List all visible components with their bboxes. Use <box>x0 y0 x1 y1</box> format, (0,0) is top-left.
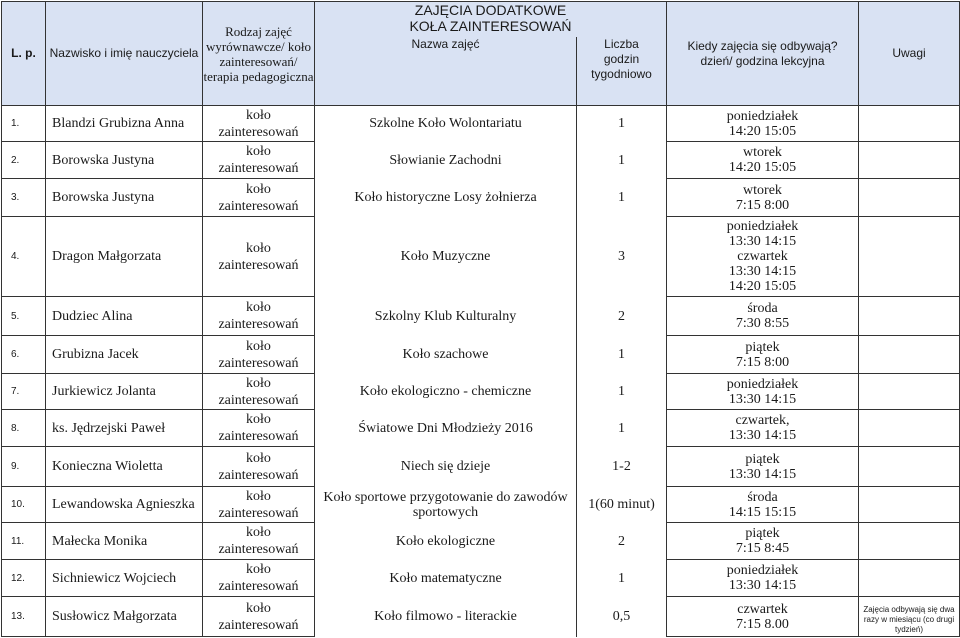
schedule-line: czwartek <box>737 249 788 264</box>
schedule <box>667 336 859 374</box>
activity-kind-line: zainteresowań <box>218 617 299 633</box>
schedule <box>667 297 859 336</box>
activity-kind <box>203 523 315 560</box>
activity-kind-line: koło <box>246 338 271 354</box>
table-row <box>2 179 960 217</box>
activity-kind-line: koło <box>246 181 271 197</box>
notes <box>859 106 960 142</box>
activity-kind-line: zainteresowań <box>218 198 299 214</box>
row-number: 3. <box>2 179 46 217</box>
header-teacher: Nazwisko i imię nauczyciela <box>46 2 203 106</box>
schedule-line: 14:20 15:05 <box>728 123 797 139</box>
row-number: 2. <box>2 142 46 179</box>
hours-per-week: 1 <box>577 374 667 410</box>
schedule-line: 7:15 8:00 <box>735 354 790 370</box>
row-number: 7. <box>2 374 46 410</box>
activity-name: Koło Muzyczne <box>315 217 577 297</box>
activity-name: Koło historyczne Losy żołnierza <box>315 179 577 217</box>
header-kind: Rodzaj zajęć wyrównawcze/ koło zainteresowań/ terapia pedagogiczna <box>203 2 315 106</box>
activity-kind <box>203 374 315 410</box>
activity-name: Niech się dzieje <box>315 447 577 487</box>
schedule-line: czwartek <box>737 601 788 617</box>
table-row <box>2 523 960 560</box>
hours-per-week: 1 <box>577 410 667 447</box>
schedule <box>667 447 859 487</box>
activity-kind <box>203 297 315 336</box>
schedule-line: 7:15 8:45 <box>735 541 790 556</box>
activity-kind-line: koło <box>246 412 271 427</box>
row-number: 6. <box>2 336 46 374</box>
activity-kind-line: koło <box>246 600 271 616</box>
table-row <box>2 106 960 142</box>
activity-kind-line: koło <box>246 107 271 123</box>
activity-kind-line: zainteresowań <box>218 124 299 140</box>
activity-name: Koło sportowe przygotowanie do zawodów sportowych <box>315 487 577 523</box>
header-when: Kiedy zajęcia się odbywają? dzień/ godzina lekcyjna <box>667 2 859 106</box>
activity-kind <box>203 597 315 637</box>
activity-kind-line: koło <box>246 375 271 391</box>
banner <box>315 2 667 37</box>
schedule-line: 13:30 14:15 <box>728 428 797 443</box>
activity-name: Koło ekologiczne <box>315 523 577 560</box>
activity-name: Słowianie Zachodni <box>315 142 577 179</box>
row-number: 1. <box>2 106 46 142</box>
table-row <box>2 410 960 447</box>
activity-kind-line: zainteresowań <box>218 505 299 521</box>
schedule-line: 7:15 8.00 <box>736 616 789 632</box>
activity-name: Koło szachowe <box>315 336 577 374</box>
notes <box>859 142 960 179</box>
activity-kind <box>203 336 315 374</box>
schedule <box>667 179 859 217</box>
schedule <box>667 597 859 637</box>
schedule-line: poniedziałek <box>726 376 799 392</box>
activity-kind-line: zainteresowań <box>218 257 299 273</box>
table-row <box>2 597 960 637</box>
schedule <box>667 410 859 447</box>
teacher-name: Susłowicz Małgorzata <box>46 597 203 637</box>
activity-name: Szkolny Klub Kulturalny <box>315 297 577 336</box>
teacher-name: Konieczna Wioletta <box>46 447 203 487</box>
header-notes: Uwagi <box>859 2 960 106</box>
schedule <box>667 217 859 297</box>
teacher-name: Sichniewicz Wojciech <box>46 560 203 597</box>
teacher-name: Jurkiewicz Jolanta <box>46 374 203 410</box>
hours-per-week: 1(60 minut) <box>577 487 667 523</box>
hours-per-week: 2 <box>577 297 667 336</box>
activity-kind <box>203 106 315 142</box>
activity-kind-line: zainteresowań <box>218 579 299 594</box>
schedule-line: poniedziałek <box>726 108 799 124</box>
schedule-line: piątek <box>745 339 780 355</box>
notes <box>859 374 960 410</box>
activity-name: Koło filmowo - literackie <box>315 597 577 637</box>
notes <box>859 297 960 336</box>
hours-per-week: 3 <box>577 217 667 297</box>
table-row <box>2 487 960 523</box>
row-number: 4. <box>2 217 46 297</box>
teacher-name: ks. Jędrzejski Paweł <box>46 410 203 447</box>
teacher-name: Lewandowska Agnieszka <box>46 487 203 523</box>
activity-name: Koło matematyczne <box>315 560 577 597</box>
row-number: 9. <box>2 447 46 487</box>
activity-kind <box>203 487 315 523</box>
notes <box>859 447 960 487</box>
hours-per-week: 2 <box>577 523 667 560</box>
schedule <box>667 487 859 523</box>
schedule-line: poniedziałek <box>726 219 799 234</box>
activity-kind-line: zainteresowań <box>218 429 299 444</box>
activity-kind <box>203 560 315 597</box>
activity-kind-line: koło <box>246 240 271 256</box>
table-row <box>2 217 960 297</box>
schedule-line: 14:20 15:05 <box>728 160 797 175</box>
activity-kind-line: zainteresowań <box>218 161 299 176</box>
schedule-line: wtorek <box>743 145 782 160</box>
schedule-line: środa <box>747 301 778 316</box>
row-number: 5. <box>2 297 46 336</box>
header-hours: Liczba godzin tygodniowo <box>577 37 667 106</box>
teacher-name: Dudziec Alina <box>46 297 203 336</box>
header-lp: L. p. <box>2 2 46 106</box>
activity-kind-line: koło <box>246 525 271 540</box>
schedule-line: piątek <box>745 451 780 467</box>
activity-kind <box>203 410 315 447</box>
header-activity: Nazwa zajęć <box>315 37 577 106</box>
hours-per-week: 1 <box>577 336 667 374</box>
schedule <box>667 142 859 179</box>
row-number: 8. <box>2 410 46 447</box>
table-row <box>2 142 960 179</box>
schedule <box>667 523 859 560</box>
activity-kind-line: koło <box>246 300 271 315</box>
row-number: 13. <box>2 597 46 637</box>
banner-line-1: ZAJĘCIA DODATKOWE <box>414 2 567 18</box>
notes <box>859 487 960 523</box>
schedule-line: wtorek <box>743 182 782 198</box>
activity-kind-line: zainteresowań <box>218 542 299 557</box>
notes <box>859 217 960 297</box>
activity-kind <box>203 447 315 487</box>
activity-name: Koło ekologiczno - chemiczne <box>315 374 577 410</box>
schedule-line: 7:30 8:55 <box>735 316 790 331</box>
schedule-line: 7:15 8:00 <box>735 197 790 213</box>
schedule-line: 14:20 15:05 <box>728 279 797 294</box>
schedule-line: 13:30 14:15 <box>728 466 797 482</box>
schedule-line: 13:30 14:15 <box>728 578 797 593</box>
activity-kind-line: zainteresowań <box>218 317 299 332</box>
notes <box>859 336 960 374</box>
notes <box>859 179 960 217</box>
activity-name: Światowe Dni Młodzieży 2016 <box>315 410 577 447</box>
row-number: 12. <box>2 560 46 597</box>
notes: Zajęcia odbywają się dwa razy w miesiącu (co drugi tydzień) <box>859 597 960 637</box>
schedule-line: 13:30 14:15 <box>728 234 797 249</box>
row-number: 10. <box>2 487 46 523</box>
activities-table <box>1 1 960 637</box>
notes <box>859 560 960 597</box>
activity-kind-line: koło <box>246 144 271 159</box>
teacher-name: Borowska Justyna <box>46 142 203 179</box>
table-row <box>2 297 960 336</box>
schedule-line: poniedziałek <box>726 563 799 578</box>
table-row <box>2 336 960 374</box>
table-row <box>2 447 960 487</box>
activity-kind-line: koło <box>246 450 271 466</box>
hours-per-week: 1 <box>577 179 667 217</box>
activity-kind-line: zainteresowań <box>218 355 299 371</box>
schedule-line: 13:30 14:15 <box>728 391 797 407</box>
row-number: 11. <box>2 523 46 560</box>
activity-kind-line: koło <box>246 488 271 504</box>
banner-line-2: KOŁA ZAINTERESOWAŃ <box>409 18 572 34</box>
teacher-name: Grubizna Jacek <box>46 336 203 374</box>
notes <box>859 410 960 447</box>
schedule <box>667 106 859 142</box>
teacher-name: Dragon Małgorzata <box>46 217 203 297</box>
hours-per-week: 1 <box>577 106 667 142</box>
schedule <box>667 560 859 597</box>
schedule-line: czwartek, <box>735 413 790 428</box>
activity-kind <box>203 179 315 217</box>
teacher-name: Blandzi Grubizna Anna <box>46 106 203 142</box>
hours-per-week: 1-2 <box>577 447 667 487</box>
hours-per-week: 0,5 <box>577 597 667 637</box>
hours-per-week: 1 <box>577 142 667 179</box>
schedule <box>667 374 859 410</box>
schedule-line: środa <box>747 489 778 505</box>
schedule-line: 13:30 14:15 <box>728 264 797 279</box>
activity-name: Szkolne Koło Wolontariatu <box>315 106 577 142</box>
activity-kind <box>203 142 315 179</box>
schedule-line: 14:15 15:15 <box>728 504 797 520</box>
activity-kind-line: zainteresowań <box>218 467 299 483</box>
notes <box>859 523 960 560</box>
hours-per-week: 1 <box>577 560 667 597</box>
activity-kind <box>203 217 315 297</box>
table-row <box>2 374 960 410</box>
teacher-name: Małecka Monika <box>46 523 203 560</box>
table-row <box>2 560 960 597</box>
teacher-name: Borowska Justyna <box>46 179 203 217</box>
table-body <box>2 106 960 637</box>
activity-kind-line: koło <box>246 562 271 577</box>
activity-kind-line: zainteresowań <box>218 392 299 408</box>
schedule-line: piątek <box>745 526 780 541</box>
